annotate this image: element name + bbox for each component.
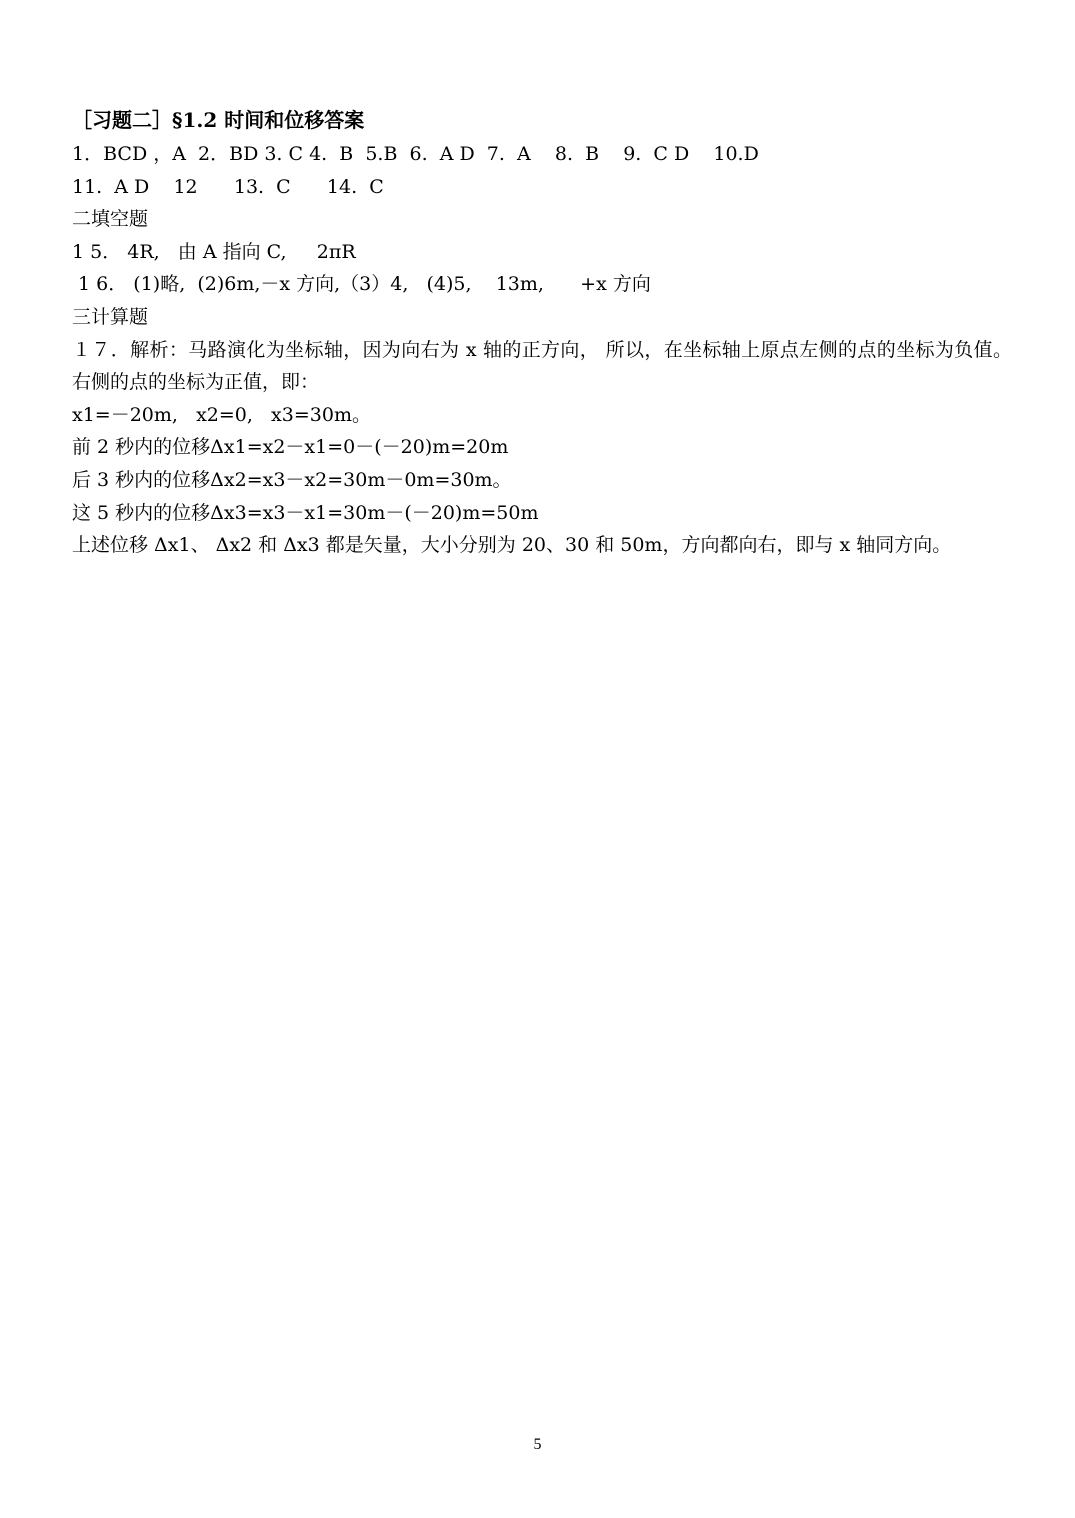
answer-q17-last-3s: 后 3 秒内的位移Δx2=x3－x2=30m－0m=30m。 xyxy=(72,468,512,491)
answer-q16: 1 6． (1)略, (2)6m,－x 方向,（3）4, (4)5, 13m, +x 方向 xyxy=(72,273,651,296)
answer-q15: 1 5． 4R, 由 A 指向 C, 2πR xyxy=(72,240,356,263)
answer-q17-intro: １７．解析：马路演化为坐标轴，因为向右为 x 轴的正方向， 所以，在坐标轴上原点左侧的点的坐标为负值。右侧的点的坐标为正值，即： xyxy=(72,338,1012,394)
answer-q17-coordinates: x1=－20m, x2=0, x3=30m。 xyxy=(72,403,371,426)
page-number: 5 xyxy=(533,1436,542,1453)
page-title: ［习题二］§1.2 时间和位移答案 xyxy=(72,108,365,132)
section-heading-fill-in: 二填空题 xyxy=(72,208,149,231)
mc-answers-line-1: 1．BCD ，A 2．BD 3. C 4. B 5.B 6. A D 7. A 8. B 9. C D 10.D xyxy=(72,143,759,165)
answer-q17-conclusion: 上述位移 Δx1、 Δx2 和 Δx3 都是矢量，大小分别为 20、30 和 50m，方向都向右，即与 x 轴同方向。 xyxy=(72,534,952,557)
mc-answers-line-2: 11. A D 12 13. C 14. C xyxy=(72,175,384,198)
section-heading-calculation: 三计算题 xyxy=(72,305,149,328)
answer-q17-total-5s: 这 5 秒内的位移Δx3=x3－x1=30m－(－20)m=50m xyxy=(72,501,539,524)
answer-q17-first-2s: 前 2 秒内的位移Δx1=x2－x1=0－(－20)m=20m xyxy=(72,436,509,459)
document-body xyxy=(72,104,1012,562)
